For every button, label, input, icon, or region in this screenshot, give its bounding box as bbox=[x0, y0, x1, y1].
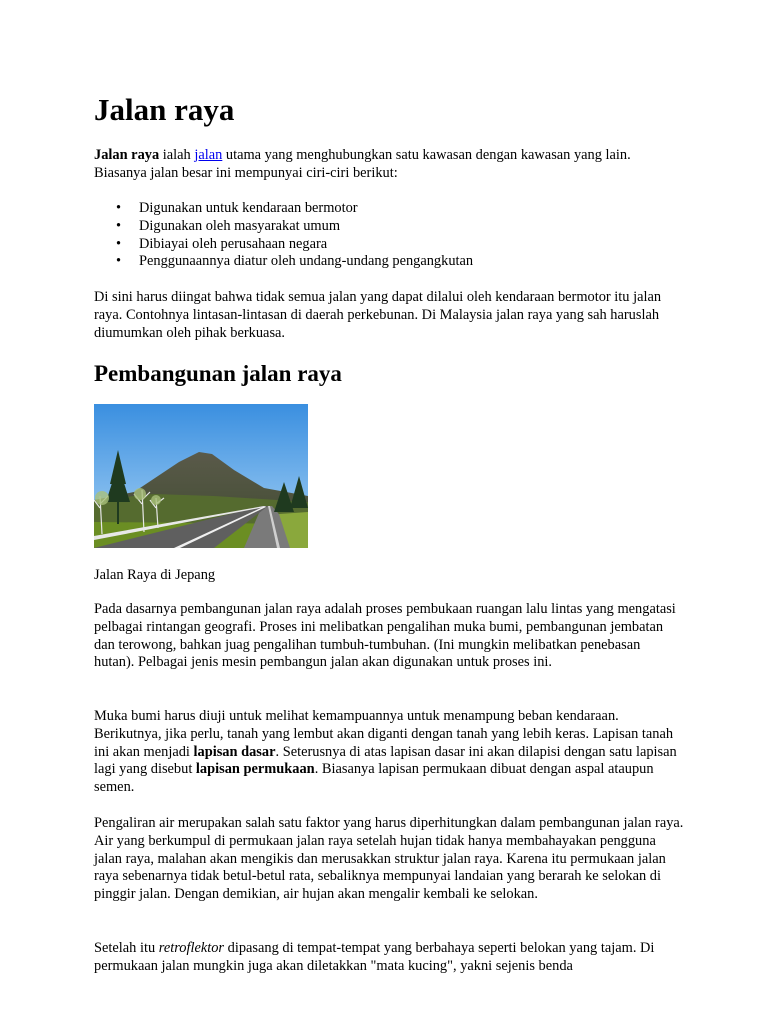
lapisan-dasar-term: lapisan dasar bbox=[193, 743, 276, 760]
list-item: • Digunakan oleh masyarakat umum bbox=[94, 218, 684, 236]
paragraph-4-text-2: dipasang di tempat-tempat yang berbahaya seperti belokan yang tajam. Di permukaan jalan mungkin juga akan diletakkan "mata kucing", yakni sejenis benda bbox=[94, 940, 655, 974]
road-mountain-photo bbox=[94, 404, 308, 548]
lapisan-permukaan-term: lapisan permukaan bbox=[195, 761, 315, 778]
photo-caption: Jalan Raya di Jepang bbox=[94, 567, 216, 583]
paragraph-4 bbox=[94, 940, 684, 976]
paragraph-2-text-1: Muka bumi harus diuji untuk melihat kemampuannya untuk menampung beban kendaraan. Berikutnya, jika perlu, tanah yang lembut akan diganti dengan tanah yang lebih keras. Lapisan tanah ini akan menjadi bbox=[94, 708, 674, 760]
list-item: • Digunakan untuk kendaraan bermotor bbox=[94, 200, 684, 218]
section-title: Pembangunan jalan raya bbox=[94, 361, 342, 386]
jalan-link[interactable]: jalan bbox=[194, 147, 223, 163]
intro-text-after-link: utama yang menghubungkan satu kawasan dengan kawasan yang lain. Biasanya jalan besar ini mempunyai ciri-ciri berikut: bbox=[94, 147, 631, 181]
retroflektor-term: retroflektor bbox=[158, 940, 225, 956]
paragraph-2-text-2: . Seterusnya di atas lapisan dasar ini akan dilapisi dengan satu lapisan lagi yang disebut bbox=[94, 743, 677, 778]
paragraph-3: Pengaliran air merupakan salah satu faktor yang harus diperhitungkan dalam pembangunan jalan raya. Air yang berkumpul di permukaan jalan raya setelah hujan tidak hanya membahayakan pengguna jalan raya, malahan akan mengikis dan merusakkan struktur jalan raya. Karena itu permukaan jalan raya sebenarnya tidak betul-betul rata, sebaliknya mempunyai landaian yang berarah ke selokan di pinggir jalan. Dengan demikian, air hujan akan mengalir kembali ke selokan. bbox=[94, 815, 684, 903]
paragraph-2-text-3: . Biasanya lapisan permukaan dibuat dengan aspal ataupun semen. bbox=[94, 761, 654, 796]
note-paragraph: Di sini harus diingat bahwa tidak semua jalan yang dapat dilalui oleh kendaraan bermotor itu jalan raya. Contohnya lintasan-lintasan di daerah perkebunan. Di Malaysia jalan raya yang sah haruslah diumumkan oleh pihak berkuasa. bbox=[94, 289, 662, 341]
paragraph-2 bbox=[94, 708, 684, 797]
page-title: Jalan raya bbox=[94, 92, 235, 127]
list-item: • Penggunaannya diatur oleh undang-undang pengangkutan bbox=[94, 253, 684, 271]
paragraph-1: Pada dasarnya pembangunan jalan raya adalah proses pembukaan ruangan lalu lintas yang mengatasi pelbagai rintangan geografi. Proses ini melibatkan pengalihan muka bumi, pembangunan jembatan dan terowong, bahkan juag pengalihan tumbuh-tumbuhan. (Ini mungkin melibatkan penebasan hutan). Pelbagai jenis mesin pembangun jalan akan digunakan untuk proses ini. bbox=[94, 601, 676, 671]
intro-bold-term: Jalan raya bbox=[94, 147, 160, 163]
intro-paragraph bbox=[94, 147, 684, 183]
intro-text-before-link: ialah bbox=[159, 147, 195, 163]
features-list bbox=[94, 200, 684, 271]
list-item: • Dibiayai oleh perusahaan negara bbox=[94, 236, 684, 254]
paragraph-4-text-1: Setelah itu bbox=[94, 940, 159, 956]
